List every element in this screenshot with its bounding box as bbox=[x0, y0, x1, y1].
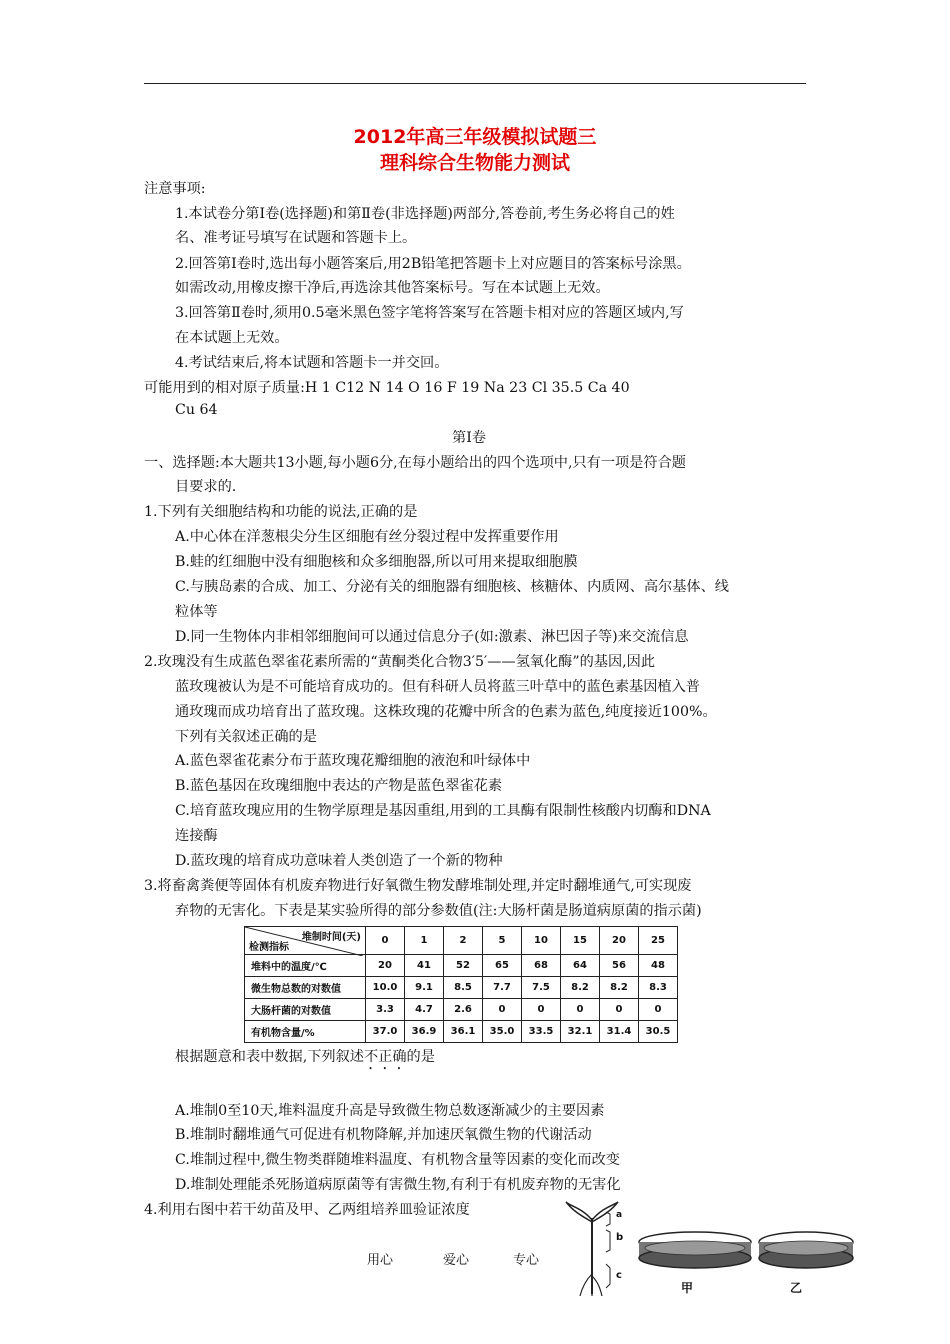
table-cell: 8.5 bbox=[444, 977, 483, 999]
emphasis-not-correct: 不正确 bbox=[363, 1049, 407, 1065]
option: A.中心体在洋葱根尖分生区细胞有丝分裂过程中发挥重要作用 bbox=[175, 529, 559, 545]
note-line: 1.本试卷分第Ⅰ卷(选择题)和第Ⅱ卷(非选择题)两部分,答卷前,考生务必将自己的姓 bbox=[175, 206, 675, 222]
table-header-cell: 0 bbox=[366, 927, 405, 955]
option: A.堆制0至10天,堆料温度升高是导致微生物总数逐渐减少的主要因素 bbox=[175, 1103, 605, 1119]
title-line-2: 理科综合生物能力测试 bbox=[379, 152, 570, 174]
question-3-stem: 3.将畜禽粪便等固体有机废弃物进行好氧微生物发酵堆制处理,并定时翻堆通气,可实现废 bbox=[144, 878, 692, 894]
table-header-cell: 15 bbox=[561, 927, 600, 955]
title-line-1: 2012年高三年级模拟试题三 bbox=[353, 126, 597, 148]
footer-word: 爱心 bbox=[443, 1253, 470, 1268]
petri-dish-drawing bbox=[636, 1228, 754, 1278]
table-cell: 2.6 bbox=[444, 999, 483, 1021]
question-4-stem: 4.利用右图中若干幼苗及甲、乙两组培养皿验证浓度 bbox=[144, 1202, 470, 1218]
atomic-mass-line: 可能用到的相对原子质量:H 1 C12 N 14 O 16 F 19 Na 23 Cl 35.5 Ca 40 bbox=[144, 380, 630, 396]
table-cell: 4.7 bbox=[405, 999, 444, 1021]
followup-text-end: 的是 bbox=[406, 1049, 435, 1065]
table-cell: 7.7 bbox=[483, 977, 522, 999]
option: B.蛙的红细胞中没有细胞核和众多细胞器,所以可用来提取细胞膜 bbox=[175, 554, 578, 570]
table-header-cell: 10 bbox=[522, 927, 561, 955]
table-cell: 8.2 bbox=[600, 977, 639, 999]
row-label: 堆料中的温度/℃ bbox=[245, 955, 366, 977]
table-cell: 20 bbox=[366, 955, 405, 977]
table-header-cell: 2 bbox=[444, 927, 483, 955]
question-1-stem: 1.下列有关细胞结构和功能的说法,正确的是 bbox=[144, 504, 418, 520]
table-cell: 41 bbox=[405, 955, 444, 977]
table-cell: 8.3 bbox=[639, 977, 678, 999]
header-rule bbox=[144, 83, 806, 84]
table-row bbox=[245, 1021, 678, 1043]
table-cell: 36.1 bbox=[444, 1021, 483, 1043]
note-line: 如需改动,用橡皮擦干净后,再选涂其他答案标号。写在本试题上无效。 bbox=[175, 280, 610, 296]
table-cell: 30.5 bbox=[639, 1021, 678, 1043]
atomic-mass-line: Cu 64 bbox=[175, 402, 218, 418]
option: C.堆制过程中,微生物类群随堆料温度、有机物含量等因素的变化而改变 bbox=[175, 1152, 620, 1168]
note-line: 名、准考证号填写在试题和答题卡上。 bbox=[175, 230, 417, 246]
table-corner-cell bbox=[245, 927, 366, 955]
note-line: 4.考试结束后,将本试题和答题卡一并交回。 bbox=[175, 355, 449, 371]
petri-dish-drawing bbox=[756, 1228, 856, 1278]
note-line: 在本试题上无效。 bbox=[175, 330, 289, 346]
table-cell: 0 bbox=[600, 999, 639, 1021]
note-line: 2.回答第Ⅰ卷时,选出每小题答案后,用2B铅笔把答题卡上对应题目的答案标号涂黑。 bbox=[175, 256, 691, 272]
table-corner-bottom: 检测指标 bbox=[249, 942, 289, 953]
table-header-cell: 1 bbox=[405, 927, 444, 955]
table-cell: 0 bbox=[639, 999, 678, 1021]
question-2-stem: 通玫瑰而成功培育出了蓝玫瑰。这株玫瑰的花瓣中所含的色素为蓝色,纯度接近100%。 bbox=[175, 704, 717, 720]
question-2-stem: 下列有关叙述正确的是 bbox=[175, 729, 317, 745]
table-cell: 68 bbox=[522, 955, 561, 977]
option: 连接酶 bbox=[175, 828, 218, 844]
table-cell: 48 bbox=[639, 955, 678, 977]
question-2-stem: 2.玫瑰没有生成蓝色翠雀花素所需的“黄酮类化合物3′5′——氢氧化酶”的基因,因此 bbox=[144, 654, 656, 670]
question-3-followup bbox=[175, 1046, 435, 1073]
table-header-cell: 20 bbox=[600, 927, 639, 955]
row-label: 大肠杆菌的对数值 bbox=[245, 999, 366, 1021]
table-row bbox=[245, 977, 678, 999]
notes-heading: 注意事项: bbox=[144, 181, 206, 197]
row-label: 有机物含量/% bbox=[245, 1021, 366, 1043]
table-cell: 64 bbox=[561, 955, 600, 977]
figure-label-b: b bbox=[616, 1232, 624, 1243]
table-cell: 9.1 bbox=[405, 977, 444, 999]
table-cell: 0 bbox=[522, 999, 561, 1021]
row-label: 微生物总数的对数值 bbox=[245, 977, 366, 999]
table-row bbox=[245, 999, 678, 1021]
note-line: 3.回答第Ⅱ卷时,须用0.5毫米黑色签字笔将答案写在答题卡相对应的答题区域内,写 bbox=[175, 305, 684, 321]
table-cell: 37.0 bbox=[366, 1021, 405, 1043]
table-cell: 8.2 bbox=[561, 977, 600, 999]
followup-text: 根据题意和表中数据,下列叙述 bbox=[175, 1049, 364, 1065]
dish-label-yi: 乙 bbox=[790, 1281, 803, 1295]
option: A.蓝色翠雀花素分布于蓝玫瑰花瓣细胞的液泡和叶绿体中 bbox=[175, 753, 531, 769]
question-3-stem: 弃物的无害化。下表是某实验所得的部分参数值(注:大肠杆菌是肠道病原菌的指示菌) bbox=[175, 903, 702, 919]
petri-dish-yi bbox=[756, 1228, 856, 1278]
option: 粒体等 bbox=[175, 604, 218, 620]
table-cell: 10.0 bbox=[366, 977, 405, 999]
table-header-cell: 5 bbox=[483, 927, 522, 955]
table-cell: 56 bbox=[600, 955, 639, 977]
footer-word: 用心 bbox=[367, 1253, 394, 1268]
option: D.同一生物体内非相邻细胞间可以通过信息分子(如:激素、淋巴因子等)来交流信息 bbox=[175, 629, 689, 645]
petri-dish-jia bbox=[636, 1228, 754, 1278]
seedling-figure bbox=[562, 1198, 632, 1298]
table-cell: 0 bbox=[483, 999, 522, 1021]
section-intro: 目要求的. bbox=[175, 479, 237, 495]
table-header-cell: 25 bbox=[639, 927, 678, 955]
table-cell: 65 bbox=[483, 955, 522, 977]
compost-data-table bbox=[244, 926, 678, 1043]
option: D.蓝玫瑰的培育成功意味着人类创造了一个新的物种 bbox=[175, 853, 503, 869]
option: C.培育蓝玫瑰应用的生物学原理是基因重组,用到的工具酶有限制性核酸内切酶和DNA bbox=[175, 803, 711, 819]
figure-label-c: c bbox=[616, 1270, 622, 1281]
dish-label-jia: 甲 bbox=[681, 1281, 694, 1295]
option: B.堆制时翻堆通气可促进有机物降解,并加速厌氧微生物的代谢活动 bbox=[175, 1127, 592, 1143]
figure-label-a: a bbox=[616, 1210, 623, 1220]
table-corner-top: 堆制时间(天) bbox=[301, 932, 361, 943]
table-cell: 7.5 bbox=[522, 977, 561, 999]
option: C.与胰岛素的合成、加工、分泌有关的细胞器有细胞核、核糖体、内质网、高尔基体、线 bbox=[175, 579, 729, 595]
table-cell: 31.4 bbox=[600, 1021, 639, 1043]
question-2-stem: 蓝玫瑰被认为是不可能培育成功的。但有科研人员将蓝三叶草中的蓝色素基因植入普 bbox=[175, 679, 700, 695]
table-row bbox=[245, 955, 678, 977]
option: D.堆制处理能杀死肠道病原菌等有害微生物,有利于有机废弃物的无害化 bbox=[175, 1177, 621, 1193]
table-cell: 35.0 bbox=[483, 1021, 522, 1043]
table-cell: 52 bbox=[444, 955, 483, 977]
table-cell: 33.5 bbox=[522, 1021, 561, 1043]
table-cell: 36.9 bbox=[405, 1021, 444, 1043]
section-heading: 第Ⅰ卷 bbox=[452, 430, 486, 446]
table-cell: 0 bbox=[561, 999, 600, 1021]
section-intro: 一、选择题:本大题共13小题,每小题6分,在每小题给出的四个选项中,只有一项是符合题 bbox=[144, 455, 686, 471]
footer-word: 专心 bbox=[513, 1253, 540, 1268]
table-cell: 32.1 bbox=[561, 1021, 600, 1043]
option: B.蓝色基因在玫瑰细胞中表达的产物是蓝色翠雀花素 bbox=[175, 778, 503, 794]
table-cell: 3.3 bbox=[366, 999, 405, 1021]
